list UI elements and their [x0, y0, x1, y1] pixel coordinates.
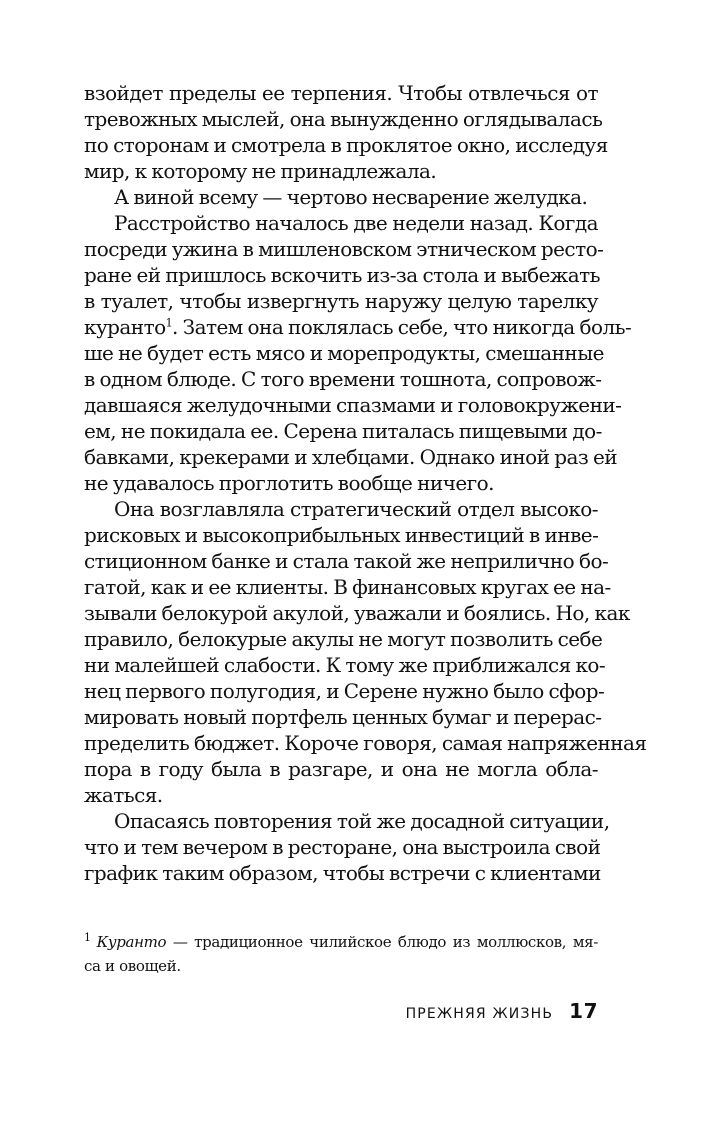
text-line: гатой, как и ее клиенты. В финансовых кругах ее на- — [84, 575, 611, 599]
text-line: график таким образом, чтобы встречи с клиентами — [84, 861, 601, 885]
text-line: посреди ужина в мишленовском этническом ресто- — [84, 237, 604, 261]
text-line: давшаяся желудочными спазмами и головокружени- — [84, 393, 622, 417]
footnote-term: Куранто — [96, 933, 167, 951]
footnote-line — [84, 930, 598, 954]
text-line: нец первого полугодия, и Серене нужно было сфор- — [84, 679, 605, 703]
text-line: Опасаясь повторения той же досадной ситуации, — [114, 809, 610, 833]
text-line: не удавалось проглотить вообще ничего. — [84, 471, 494, 495]
footnote-text: — традиционное чилийское блюдо из моллюсков, мя- — [166, 933, 598, 951]
running-footer — [406, 996, 598, 1026]
text-line: пора в году была в разгаре, и она не могла обла- — [84, 757, 598, 781]
text-line: что и тем вечером в ресторане, она выстроила свой — [84, 835, 601, 859]
text-line: стиционном банке и стала такой же неприлично бо- — [84, 549, 609, 573]
footnote-term-text: куранто — [84, 315, 166, 339]
text-line: по сторонам и смотрела в проклятое окно, исследуя — [84, 133, 608, 157]
text-line: жаться. — [84, 783, 163, 807]
page-number: 17 — [569, 999, 598, 1023]
text-line: бавками, крекерами и хлебцами. Однако иной раз ей — [84, 445, 618, 469]
text-line: ни малейшей слабости. К тому же приближался ко- — [84, 653, 606, 677]
text-line: в одном блюде. С того времени тошнота, сопровож- — [84, 367, 602, 391]
footnote-marker: 1 — [84, 931, 91, 944]
text-line: ем, не покидала ее. Серена питалась пищевыми до- — [84, 419, 602, 443]
text-line: мировать новый портфель ценных бумаг и перерас- — [84, 705, 602, 729]
text-line-continuation: . Затем она поклялась себе, что никогда боль- — [172, 315, 632, 339]
running-title: ПРЕЖНЯЯ ЖИЗНЬ — [405, 1006, 554, 1022]
text-line: ше не будет есть мясо и морепродукты, смешанные — [84, 341, 604, 365]
text-line: рисковых и высокоприбыльных инвестиций в инве- — [84, 523, 599, 547]
text-line: мир, к которому не принадлежала. — [84, 159, 437, 183]
text-line: Расстройство началось две недели назад. Когда — [114, 211, 598, 235]
text-line: пределить бюджет. Короче говоря, самая напряженная — [84, 731, 647, 755]
text-line: взойдет пределы ее терпения. Чтобы отвлечься от — [84, 81, 598, 105]
text-line: А виной всему — чертово несварение желудка. — [114, 185, 588, 209]
text-line: тревожных мыслей, она вынужденно оглядывалась — [84, 107, 603, 131]
text-line: ране ей пришлось вскочить из-за стола и выбежать — [84, 263, 600, 287]
text-line: Она возглавляла стратегический отдел высоко- — [114, 497, 598, 521]
footnote-reference: 1 — [165, 316, 173, 330]
text-line: зывали белокурой акулой, уважали и боялись. Но, как — [84, 601, 630, 625]
text-line: правило, белокурые акулы не могут позволить себе — [84, 627, 603, 651]
text-line: в туалет, чтобы извергнуть наружу целую тарелку — [84, 289, 598, 313]
footnote-line: са и овощей. — [84, 957, 181, 975]
text-line-with-footnote-ref — [84, 314, 632, 340]
